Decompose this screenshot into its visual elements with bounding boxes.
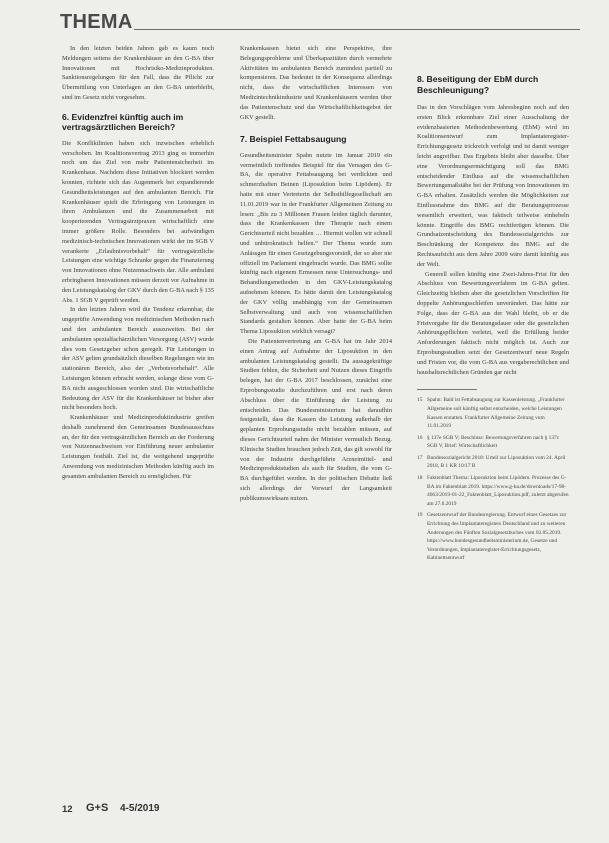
footnote-number: 18 [417, 475, 423, 482]
paragraph: Die Konfliktlinien haben sich inzwischen erheblich verschoben. Im Koalitionsvertrag 2013 ging es immerhin noch um das Ziel von mehr Patientensicherheit im Krankenhaus. Nachdem diese Initiativen blockiert werden konnten, richtete sich das Augenmerk bei expandierende Gesundheitsleistungen auf den ambulanten Bereich. Für Krankenhäuser spielt die Erbringung von Leistungen in ihren Ambulanzen und die Zusammenarbeit mit kooperierenden Vertragsärztpraxen wirtschaftlich eine immer größere Rolle. Besonders bei aufwändigen medizinisch-technischen Innovationen wirkt der im SGB V verankerte „Erlaubnisvorbehalt“ für vertragsärztliche Leistungen eine wichtige Schranke gegen die Finanzierung von Innovationen ohne Nutzennachweis dar. Alle ambulant erbringbaren Innovationen müssen derzeit vor Aufnahme in den Leistungskatalog der GKV durch den G-BA nach § 135 Abs. 1 SGB V geprüft werden. [62, 139, 214, 304]
footnote-text: Gesetzentwurf der Bundesregierung. Entwurf eines Gesetzes zur Errichtung des Implantateregisters Deutschland und zu weiteren Änderungen des Fünften Sozialgesetzbuches vom 02.05.2019. https://www.bundesgesundheitsministerium.de, Gesetze und Verordnungen, Implantateregister-Errichtungsgesetz, Kabinettsentwurf [427, 512, 567, 562]
footnote [417, 434, 569, 451]
section-label: THEMA [60, 11, 133, 33]
footnote-number: 19 [417, 512, 423, 519]
paragraph: Gesundheitsminister Spahn nutzte im Januar 2019 ein vermeintlich treffendes Beispiel für das Versagen des G-BA, die operative Fettabsaugung bei verdickten und schmerzhaften Beinen (Liposuktion beim Lipödem). Er hatte mit einer Vertreterin der Selbsthilfegesellschaft am 11.01.2019 war in der Frankfurter Allgemeinen Zeitung zu lesen: „Bis zu 3 Millionen Frauen leiden täglich darunter, dass die Krankenkassen ihre Therapie nach einem Gerichtsurteil nicht bezahlen … Hiermit wollen wir schnell und unbürokratisch helfen.“ Der Thema wurde zum Anlässgen für einen Gesetzgebungsvorstoß, der so aber nie offiziell im Parlament eingebracht wurde. Das BMG sollte künftig nach eigenem Ermessen neue Untersuchungs- und Behandlungsmethoden in den GKV-Leistungskatalog aufnehmen können. Es hätte damit den Leistungskatalog der GKV völlig unabhängig von der Gemeinsamen Selbstverwaltung und auch von wissenschaftlichen Standards gestalten können. Aber hatte der G-BA beim Thema Liposuktion wirklich versagt? [240, 151, 392, 336]
footnote-number: 17 [417, 454, 423, 461]
paragraph: Die Patientenvertretung am G-BA hat im Jahr 2014 einen Antrag auf Aufnahme der Liposuktion in den ambulanten Leistungskatalog gestellt. Da aussagekräftige Studien fehlen, die Sicherheit und Nutzen dieses Eingriffs belegen, hat der G-BA 2017 beschlossen, zunächst eine Erprobungsstudie durchzuführen und erst nach deren Abschluss über die Einführung der Leistung zu entscheiden. Das Bundesministerium hat daraufhin festgestellt, dass die Kassen die Leistung außerhalb der geplanten Erprobungsstudie nicht bezahlen müssen, auf dieses Gerichtsurteil nahm der Minister vermutlich Bezug. Klinische Studien brauchen jedoch Zeit, das gilt sowohl für von der Industrie durchgeführte Arzneimittel- und Medizinproduktstudien als auch für Studien, die vom G-BA durchgeführt werden. In der politischen Debatte ließ sich allerdings der Vorwurf der Langsamkeit publikumswirksam nutzen. [240, 338, 392, 502]
footnote [417, 396, 569, 430]
paragraph: Krankenhäuser und Medizinproduktindustrie greifen deshalb zunehmend den Gemeinsamen Bundesausschuss an, der für den vertragsärztlichen Bereich an der Forderung von Nutzennachweisen vor Einführung neuer ambulanter Leistungen festhält. Ziel ist, die weitgehend ungeprüfte Anwendung von medizinischen Methoden künftig auch im gesamten ambulanten Bereich zu ermöglichen. Für [62, 414, 214, 480]
footnote-number: 16 [417, 434, 423, 441]
section-heading-6: 6. Evidenzfrei künftig auch im vertragsärztlichen Bereich? [62, 111, 184, 133]
footnote [417, 511, 569, 563]
column-2 [240, 44, 392, 504]
footnotes [417, 396, 569, 563]
column-1 [62, 44, 214, 482]
footnote-rule [417, 389, 477, 390]
footnote-text: Bundessozialgericht 2018: Urteil zur Liposuktion vom 24. April 2018, B 1 KR 10/17 R [427, 454, 566, 470]
footnote-text: Spahn: Bald ist Fettabsaugung zur Kassenleistung. „Frankfurter Allgemeine soll künftig selbst entscheiden, welche Leistungen Kassen erstatten. Frankfurter Allgemeine Zeitung vom 11.01.2019 [427, 397, 565, 430]
paragraph: In den letzten Jahren wird die Tendenz erkennbar, die ungeprüfte Anwendung von medizinischen Methoden nach und den ambulanten Bereich auszuweiten. Bei der ambulanten spezialfachärztlichen Versorgung (ASV) wurde dies vom Gesetzgeber schon geregelt. Für Leistungen in der ASV gelten grundsätzlich dieselben Regelungen wie im stationären Bereich, also der „Verbotsvorbehalt“. Alle Leistungen können erbracht werden, solange diese vom G-BA nicht ausgeschlossen worden sind. Die wirtschaftliche Bedeutung der ASV für die Krankenhäuser ist bisher aber nicht besonders hoch. [62, 306, 214, 412]
footnote-text: § 137e SGB V; Beschluss: Bewertungsverfahren nach § 137c SGB V, Brief: Wirtschaftlichkeit [427, 434, 560, 450]
paragraph: Generell sollen künftig eine Zwei-Jahres-Frist für den Abschluss von Bewertungsverfahren im G-BA gelten. Gleichzeitig bleiben aber die gesetzlichen Vorschriften für doppelte Anhörungsschleifen unverändert. Das hätte zur Folge, dass der G-BA aus der Wahl bleibt, ob er die Fristvorgabe für die Beratungsdauer oder die gesetzlichen Anhörungspflichten verletzt, weil die Erfüllung beider Anforderungen faktisch nicht möglich ist. Auch zur Erprobungsstudien setzt der Gesetzentwurf neue Regeln und Fristen vor, die vom G-BA aus vergaberechtlichen und haushaltsrechtlichen Gründen gar nicht [417, 270, 569, 376]
footnote [417, 454, 569, 471]
header-rule [134, 29, 580, 30]
footnote-number: 15 [417, 397, 423, 404]
paragraph: Das in den Vorschlägen vom Jahresbeginn noch auf den ersten Blick erkennbare Ziel einer Ausschaltung der evidenzbasierten Methodenbewertung (EbM) wird im Koalitionsentwurf zum Implantateregister-Errichtungsgesetz trickreich verfolgt und ist damit weniger leicht angreifbar. Das Ergebnis bleibt aber dasselbe. Über eine Verordnungsermächtigung soll das BMG entscheidender Einfluss auf die wissenschaftlichen Bewertungsmaßstäbe bei der Prüfung von Innovationen im G-BA erhalten. Zusätzlich werden die Möglichkeiten zur Einflussnahme des BMG auf die Beratungsprozesse wesentlich erweitert, was faktisch teilweise einhebeln könnte. Eingriffe des BMG rechtfertigen können. Die Grundsatzentscheidung des Bundessozialgerichts zur Beschränkung der Kompetenz des BMG auf die Rechtsaufsicht aus dem Jahre 2009 wäre damit künftig aus der Welt. [417, 104, 569, 268]
section-heading-7: 7. Beispiel Fettabsaugung [240, 134, 347, 145]
journal-logo: G+S [86, 802, 109, 814]
page-footer [62, 802, 362, 818]
paragraph: In den letzten beiden Jahren gab es kaum noch Meldungen seitens der Krankenhäuser an den G-BA über Innovationen mit Hochrisiko-Medizinprodukten. Sanktionsregelungen für den Fall, dass die Pflicht zur Übermittlung von Unterlagen an den G-BA unterbleibt, sind im Gesetz nicht vorgesehen. [62, 45, 214, 101]
paragraph: Krankenkassen bietet sich eine Perspektive, ihre Belegungsprobleme und Überkapazitäten durch vermehrte Aktivitäten im ambulanten Bereich zumindest partiell zu kompensieren. Das bedeutet in der Konsequenz allerdings nicht, dass die wirtschaftlichen Interessen von Medizintechnikindustrie und Krankenhäusern werden über das Patientenschutz und das Wirtschaftlichkeitsgebot der GKV gestellt. [240, 45, 392, 121]
footnote [417, 474, 569, 508]
page-header [60, 11, 580, 37]
column-3 [417, 44, 569, 566]
issue-number: 4-5/2019 [120, 803, 160, 814]
section-heading-8: 8. Beseitigung der EbM durch Beschleunigung? [417, 74, 539, 95]
footnote-text: Faktenblatt Thema: Liposuktion beim Lipödem. Prozesse des G-BA im Faktenblatt 2019. https://www.g-ba.de/downloads/17-98-4663/2019-01-22_Faktenblatt_Liposuktion.pdf, zuletzt abgerufen am 27.6.2019 [427, 475, 569, 507]
page-number: 12 [62, 804, 73, 815]
